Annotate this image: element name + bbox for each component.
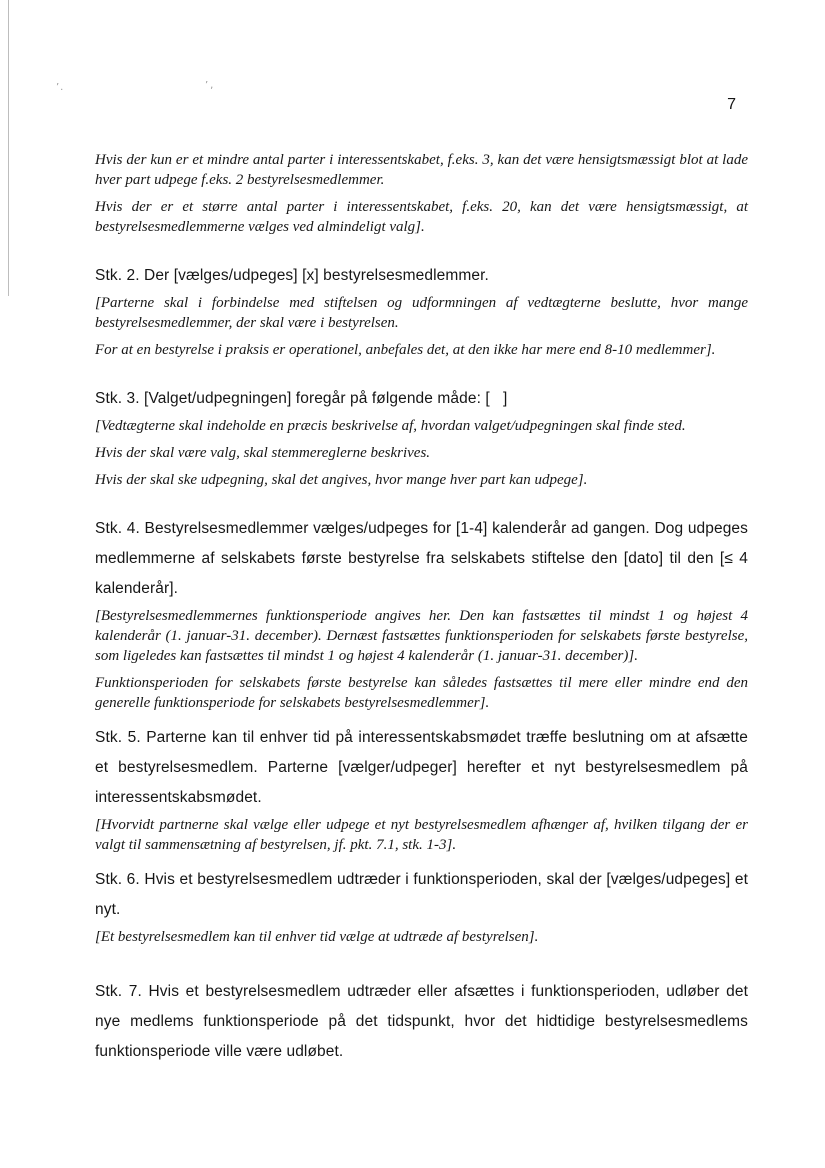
commentary-paragraph: Hvis der skal være valg, skal stemmereglerne beskrives.: [95, 445, 431, 461]
provision-stk-2: Stk. 2. Der [vælges/udpeges] [x] bestyrelsesmedlemmer.: [95, 267, 489, 284]
commentary-paragraph: [Hvorvidt partnerne skal vælge eller udpege et nyt bestyrelsesmedlem afhænger af, hvilken tilgang der er valgt til sammensætning af bestyrelsen, jf. pkt. 7.1, stk. 1-3].: [95, 817, 748, 853]
provision-stk-7: Stk. 7. Hvis et bestyrelsesmedlem udtræder eller afsættes i funktionsperioden, udløber det nye medlems funktionsperiode på det tidspunkt, hvor det hidtidige bestyrelsesmedlems funktionsperiode ville være udløbet.: [95, 983, 748, 1060]
provision-stk-3: Stk. 3. [Valget/udpegningen] foregår på følgende måde: [ ]: [95, 390, 508, 407]
provision-stk-6: Stk. 6. Hvis et bestyrelsesmedlem udtræder i funktionsperioden, skal der [vælges/udpeges] et nyt.: [95, 871, 748, 918]
commentary-paragraph: [Vedtægterne skal indeholde en præcis beskrivelse af, hvordan valget/udpegningen skal finde sted.: [95, 418, 686, 434]
commentary-paragraph: Hvis der kun er et mindre antal parter i interessentskabet, f.eks. 3, kan det være hensigtsmæssigt blot at lade hver part udpege f.eks. 2 bestyrelsesmedlemmer.: [95, 152, 748, 188]
commentary-paragraph: Hvis der er et større antal parter i interessentskabet, f.eks. 20, kan det være hensigtsmæssigt, at bestyrelsesmedlemmerne vælges ved almindeligt valg].: [95, 199, 748, 235]
commentary-paragraph: [Bestyrelsesmedlemmernes funktionsperiode angives her. Den kan fastsættes til mindst 1 og højest 4 kalenderår (1. januar-31. december). Dernæst fastsættes funktionsperioden for selskabets første bestyrelse, som ligeledes kan fastsættes til mindst 1 og højest 4 kalenderår (1. januar-31. december)].: [95, 608, 748, 664]
scan-artifact: ’ ,: [205, 80, 214, 91]
provision-stk-5: Stk. 5. Parterne kan til enhver tid på interessentskabsmødet træffe beslutning om at afsætte et bestyrelsesmedlem. Parterne [vælger/udpeger] herefter et nyt bestyrelsesmedlem på interessentskabsmødet.: [95, 729, 748, 806]
commentary-paragraph: [Parterne skal i forbindelse med stiftelsen og udformningen af vedtægterne beslutte, hvor mange bestyrelsesmedlemmer, der skal være i bestyrelsen.: [95, 295, 748, 331]
commentary-paragraph: Hvis der skal ske udpegning, skal det angives, hvor mange hver part kan udpege].: [95, 472, 588, 488]
scan-artifact: [8, 0, 9, 296]
commentary-paragraph: [Et bestyrelsesmedlem kan til enhver tid vælge at udtræde af bestyrelsen].: [95, 929, 539, 945]
commentary-paragraph: Funktionsperioden for selskabets første bestyrelse kan således fastsættes til mere eller mindre end den generelle funktionsperiode for selskabets bestyrelsesmedlemmer].: [95, 675, 748, 711]
document-content: [95, 0, 748, 1069]
page-number: 7: [727, 96, 736, 113]
provision-stk-4: Stk. 4. Bestyrelsesmedlemmer vælges/udpeges for [1-4] kalenderår ad gangen. Dog udpeges medlemmerne af selskabets første bestyrelse fra selskabets stiftelse den [dato] til den [≤ 4 kalenderår].: [95, 520, 748, 597]
commentary-paragraph: For at en bestyrelse i praksis er operationel, anbefales det, at den ikke har mere end 8-10 medlemmer].: [95, 342, 716, 358]
scan-artifact: ’ .: [56, 82, 64, 93]
